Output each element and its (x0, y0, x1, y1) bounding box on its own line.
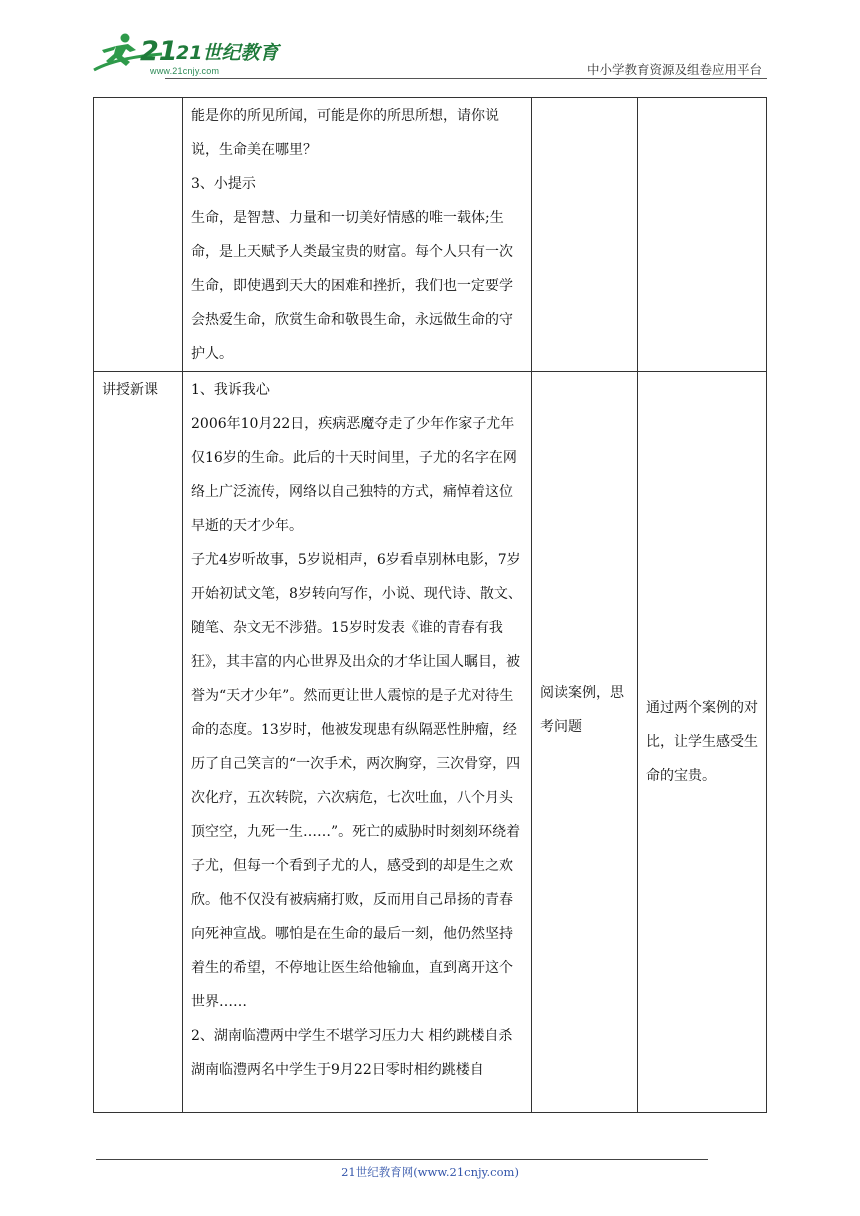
header-divider (165, 78, 767, 79)
lesson-table (93, 97, 767, 1113)
content-paragraph: 湖南临澧两名中学生于9月22日零时相约跳楼自 (191, 1062, 484, 1078)
table-row (94, 372, 767, 1113)
section-cell (94, 98, 183, 372)
content-paragraph: 2006年10月22日，疾病恶魔夺走了少年作家子尤年仅16岁的生命。此后的十天时间里，子尤的名字在网络上广泛流传，网络以自己独特的方式，痛悼着这位早逝的天才少年。 (191, 416, 517, 534)
site-logo (92, 30, 279, 80)
section-cell: 讲授新课 (94, 372, 183, 1113)
page-footer: 21世纪教育网(www.21cnjy.com) (341, 1165, 519, 1179)
content-paragraph: 能是你的所见所闻，可能是你的所思所想，请你说说，生命美在哪里？ (191, 108, 499, 158)
footer-divider (96, 1159, 708, 1160)
svg-text:21: 21 (140, 36, 178, 67)
student-activity-cell (532, 98, 638, 372)
content-cell (183, 98, 532, 372)
student-activity-cell: 阅读案例，思考问题 (532, 372, 638, 1113)
content-paragraph: 2、湖南临澧两中学生不堪学习压力大 相约跳楼自杀 (191, 1028, 513, 1044)
content-cell (183, 372, 532, 1113)
content-paragraph: 子尤4岁听故事，5岁说相声，6岁看卓别林电影，7岁开始初试文笔，8岁转向写作，小说、现代诗、散文、随笔、杂文无不涉猎。15岁时发表《谁的青春有我狂》，其丰富的内心世界及出众的才华让国人瞩目，被誉为“天才少年”。然而更让世人震惊的是子尤对待生命的态度。13岁时，他被发现患有纵隔恶性肿瘤，经历了自己笑言的“一次手术，两次胸穿，三次骨穿，四次化疗，五次转院，六次病危，七次吐血，八个月头顶空空，九死一生……”。死亡的威胁时时刻刻环绕着子尤，但每一个看到子尤的人，感受到的却是生之欢欣。他不仅没有被病痛打败，反而用自己昂扬的青春向死神宣战。哪怕是在生命的最后一刻，他仍然坚持着生的希望，不停地让医生给他输血，直到离开这个世界…… (191, 552, 522, 1010)
design-intent-cell (638, 98, 767, 372)
table-row (94, 98, 767, 372)
page-header (0, 0, 860, 90)
logo-url: www.21cnjy.com (150, 66, 220, 76)
logo-text: 21世纪教育 (176, 42, 279, 64)
content-paragraph: 3、小提示 (191, 176, 256, 192)
content-paragraph: 1、我诉我心 (191, 382, 270, 398)
platform-title: 中小学教育资源及组卷应用平台 (586, 62, 762, 77)
design-intent-cell: 通过两个案例的对比，让学生感受生命的宝贵。 (638, 372, 767, 1113)
content-paragraph: 生命，是智慧、力量和一切美好情感的唯一载体;生命，是上天赋予人类最宝贵的财富。每个人只有一次生命，即使遇到天大的困难和挫折，我们也一定要学会热爱生命，欣赏生命和敬畏生命，永远做生命的守护人。 (191, 210, 513, 362)
